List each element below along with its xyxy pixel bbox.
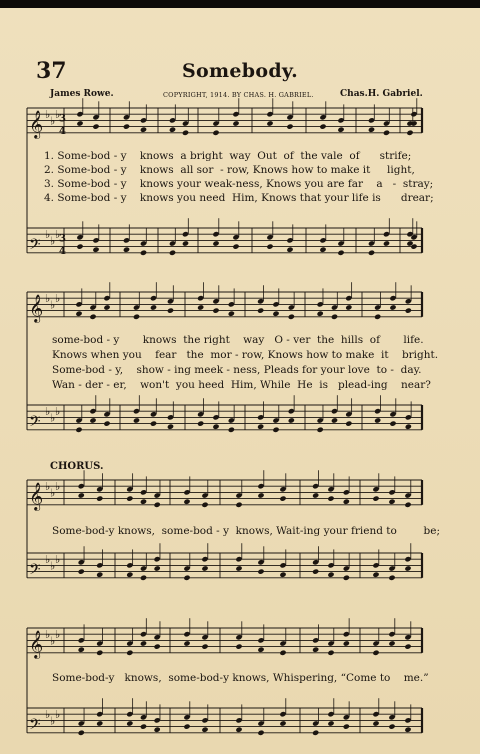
note-head [388,575,395,581]
note-head [76,243,83,249]
verse-3-line-1: 3. Some-bod - y knows your weak-ness, Knows you are far a - stray; [44,178,434,190]
note-head [201,727,208,733]
flat-sign-icon: ♭ [45,228,51,242]
verse-2-line-1: 2. Some-bod - y knows all sor - row, Knows how to make it light, [44,164,415,176]
note-head [133,314,140,320]
verse-1-line-2: some-bod - y knows the right way O - ver the hills of life. [52,334,424,346]
note-head [78,568,85,574]
note-head [312,492,319,498]
treble-clef-icon: 𝄞 [29,629,44,658]
chorus-line-2: Some-bod-y knows, some-bod-y knows, Whispering, “Come to me.” [52,672,429,684]
note-head [201,502,208,508]
time-signature-bottom: 4 [59,125,66,137]
flat-sign-icon: ♭ [45,628,51,642]
note-head [212,240,219,246]
note-head [92,123,99,129]
note-head [150,304,157,310]
flat-sign-icon: ♭ [50,634,56,648]
note-head [345,304,352,310]
note-head [197,420,204,426]
flat-sign-icon: ♭ [50,234,56,248]
flat-sign-icon: ♭ [50,411,56,425]
note-head [123,247,130,253]
note-head [383,130,390,136]
note-head [319,247,326,253]
lyricist-credit: James Rowe. [50,89,114,99]
note-head [182,130,189,136]
note-head [327,572,334,578]
note-head [96,720,103,726]
note-head [232,243,239,249]
note-head [150,420,157,426]
note-head [279,720,286,726]
note-head [154,565,161,571]
flat-sign-icon: ♭ [55,628,61,642]
chorus-line-1: Some-bod-y knows, some-bod - y knows, Wait-ing your friend to be; [52,525,441,537]
note-head [327,650,334,656]
note-head [257,647,264,653]
treble-clef-icon: 𝄞 [29,481,44,510]
bass-clef-icon: 𝄢 [29,560,41,582]
note-head [201,565,208,571]
note-head [383,240,390,246]
note-head [78,730,85,736]
note-head [266,243,273,249]
note-head [103,420,110,426]
note-head [75,427,82,433]
verse-4-line-1: 4. Some-bod - y knows you need Him, Knows that your life is drear; [44,192,434,204]
treble-clef-icon: 𝄞 [29,109,44,138]
note-head [183,640,190,646]
note-head [317,311,324,317]
note-head [140,640,147,646]
note-head [96,650,103,656]
hymn-title: Somebody. [181,60,298,82]
flat-sign-icon: ♭ [55,553,61,567]
flat-sign-icon: ♭ [45,405,51,419]
note-head [368,127,375,133]
note-head [126,650,133,656]
note-head [343,723,350,729]
note-head [140,499,147,505]
flat-sign-icon: ♭ [50,559,56,573]
note-head [167,307,174,313]
note-head [140,127,147,133]
time-signature-top: 3 [59,233,66,245]
note-head [404,502,411,508]
note-head [388,723,395,729]
note-head [235,727,242,733]
note-head [232,120,239,126]
note-head [154,643,161,649]
note-head [312,730,319,736]
note-head [279,572,286,578]
note-head [96,495,103,501]
note-head [212,307,219,313]
note-head [126,720,133,726]
verse-4-line-2: Wan - der - er, won't you heed Him, While He is plead-ing near? [52,379,431,391]
note-head [183,499,190,505]
note-head [404,565,411,571]
verse-3-line-2: Some-bod - y, show - ing meek - ness, Pleads for your love to - day. [52,364,422,376]
note-head [257,730,264,736]
note-head [126,572,133,578]
note-head [406,130,413,136]
note-head [126,495,133,501]
note-head [288,314,295,320]
note-head [372,650,379,656]
note-head [228,427,235,433]
flat-sign-icon: ♭ [50,486,56,500]
note-head [388,640,395,646]
note-head [228,311,235,317]
note-head [317,427,324,433]
flat-sign-icon: ♭ [45,708,51,722]
note-head [123,123,130,129]
note-head [374,314,381,320]
note-head [197,304,204,310]
note-head [345,420,352,426]
note-head [288,417,295,423]
hymn-number: 37 [36,58,67,84]
note-head [154,502,161,508]
note-head [140,575,147,581]
note-head [212,424,219,430]
composer-credit: Chas.H. Gabriel. [340,89,423,99]
note-head [257,424,264,430]
verse-2-line-2: Knows when you fear the mor - row, Knows how to make it bright. [52,349,439,361]
note-head [212,130,219,136]
note-head [331,417,338,423]
note-head [331,314,338,320]
note-head [343,499,350,505]
flat-sign-icon: ♭ [45,108,51,122]
flat-sign-icon: ♭ [55,292,61,306]
flat-sign-icon: ♭ [50,298,56,312]
note-head [327,495,334,501]
note-head [183,723,190,729]
note-head [140,250,147,256]
note-head [343,640,350,646]
note-head [266,120,273,126]
note-head [337,127,344,133]
note-head [133,417,140,423]
note-head [286,247,293,253]
note-head [235,643,242,649]
note-head [235,565,242,571]
note-head [404,727,411,733]
bass-clef-icon: 𝄢 [29,235,41,257]
note-head [235,502,242,508]
note-head [78,492,85,498]
note-head [272,311,279,317]
note-head [312,568,319,574]
note-head [405,307,412,313]
flat-sign-icon: ♭ [45,292,51,306]
note-head [368,250,375,256]
note-head [319,123,326,129]
time-signature-top: 3 [59,113,66,125]
note-head [89,314,96,320]
note-head [372,495,379,501]
note-head [169,250,176,256]
flat-sign-icon: ♭ [50,114,56,128]
note-head [96,572,103,578]
flat-sign-icon: ♭ [55,108,61,122]
note-head [272,427,279,433]
treble-clef-icon: 𝄞 [29,293,44,322]
note-head [140,723,147,729]
note-head [183,575,190,581]
verse-1-line-1: 1. Some-bod - y knows a bright way Out of the vale of strife; [44,150,412,162]
note-head [312,647,319,653]
note-head [257,492,264,498]
note-head [89,417,96,423]
note-head [169,127,176,133]
time-signature-bottom: 4 [59,245,66,257]
note-head [337,250,344,256]
note-head [374,417,381,423]
note-head [389,420,396,426]
note-head [286,123,293,129]
flat-sign-icon: ♭ [55,405,61,419]
chorus-label: CHORUS. [50,461,104,472]
note-head [405,424,412,430]
bass-clef-icon: 𝄢 [29,715,41,737]
note-head [154,727,161,733]
note-head [327,720,334,726]
flat-sign-icon: ♭ [50,714,56,728]
note-head [76,120,83,126]
note-head [167,424,174,430]
note-head [257,307,264,313]
note-head [279,650,286,656]
note-head [372,572,379,578]
note-head [389,304,396,310]
copyright-notice: COPYRIGHT, 1914. BY CHAS. H. GABRIEL. [163,91,314,99]
flat-sign-icon: ♭ [55,228,61,242]
note-head [182,240,189,246]
note-head [343,575,350,581]
note-head [404,643,411,649]
flat-sign-icon: ♭ [55,708,61,722]
note-head [388,499,395,505]
flat-sign-icon: ♭ [45,480,51,494]
note-head [75,311,82,317]
flat-sign-icon: ♭ [55,480,61,494]
note-head [92,247,99,253]
bass-clef-icon: 𝄢 [29,412,41,434]
note-head [103,304,110,310]
note-head [201,643,208,649]
note-head [257,568,264,574]
note-head [78,647,85,653]
note-head [279,495,286,501]
flat-sign-icon: ♭ [45,553,51,567]
note-head [372,720,379,726]
